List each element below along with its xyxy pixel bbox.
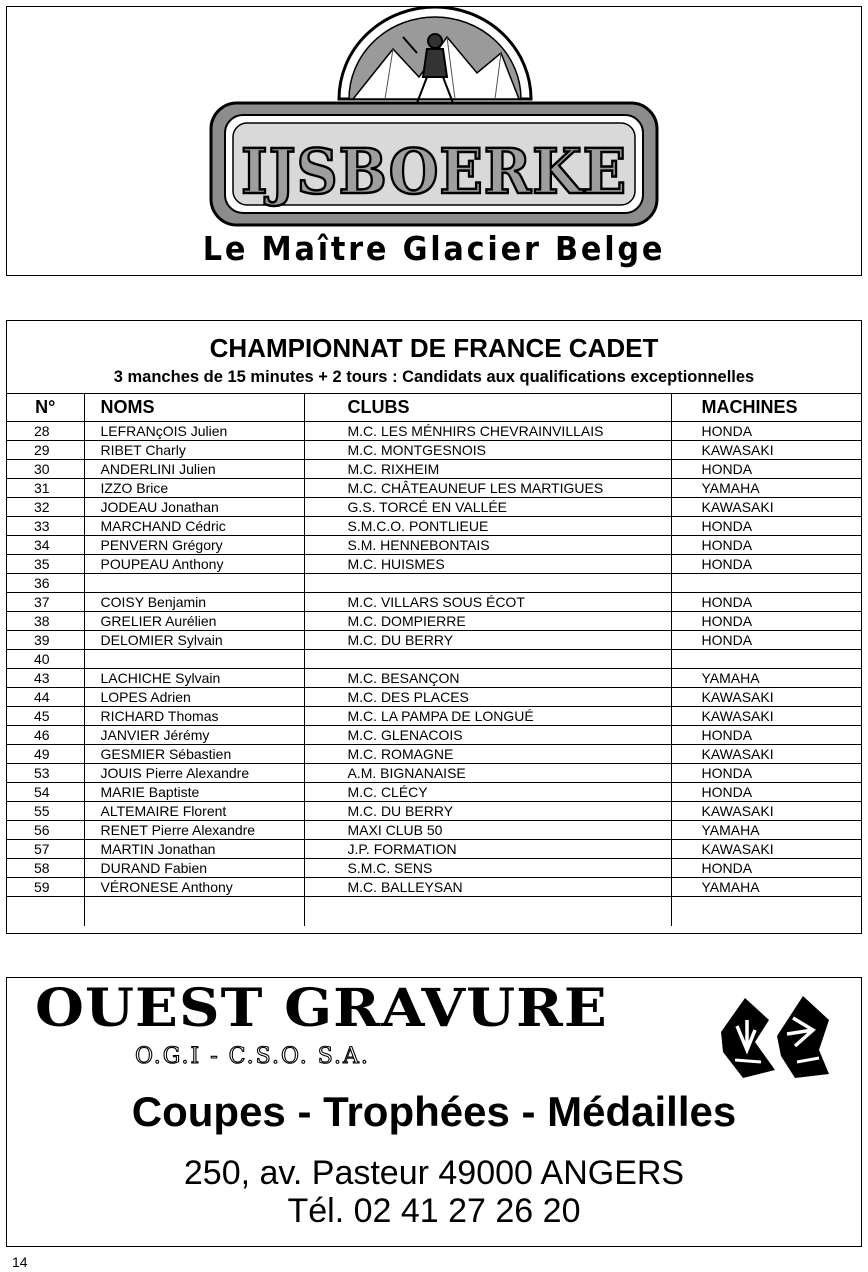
cell-machine: HONDA (671, 593, 862, 612)
table-row (7, 878, 862, 897)
cell-num: 58 (7, 859, 84, 878)
cell-club: A.M. BIGNANAISE (304, 764, 671, 783)
cell-num: 59 (7, 878, 84, 897)
table-row (7, 574, 862, 593)
cell-empty (304, 897, 671, 927)
cell-empty (84, 897, 304, 927)
ijsboerke-slogan: Le Maître Glacier Belge (202, 229, 666, 268)
ouest-gravure-ad (6, 977, 862, 1247)
cell-machine: YAMAHA (671, 479, 862, 498)
cell-club: M.C. CLÉCY (304, 783, 671, 802)
cell-num: 46 (7, 726, 84, 745)
cell-machine: KAWASAKI (671, 802, 862, 821)
cell-num: 55 (7, 802, 84, 821)
cell-name: POUPEAU Anthony (84, 555, 304, 574)
cell-num: 43 (7, 669, 84, 688)
cell-num: 53 (7, 764, 84, 783)
cell-club (304, 574, 671, 593)
table-row (7, 422, 862, 441)
championship-subtitle: 3 manches de 15 minutes + 2 tours : Candidats aux qualifications exceptionnelles (113, 368, 755, 386)
cell-club: S.M.C.O. PONTLIEUE (304, 517, 671, 536)
ouest-gravure-slogan: Coupes - Trophées - Médailles (131, 1088, 737, 1135)
table-row-empty (7, 897, 862, 927)
cell-name: RICHARD Thomas (84, 707, 304, 726)
table-row (7, 650, 862, 669)
ouest-gravure-contact (7, 1154, 861, 1230)
cell-club: M.C. LA PAMPA DE LONGUÉ (304, 707, 671, 726)
cell-club: M.C. CHÂTEAUNEUF LES MARTIGUES (304, 479, 671, 498)
table-row (7, 441, 862, 460)
table-row (7, 802, 862, 821)
table-row (7, 536, 862, 555)
cell-club: J.P. FORMATION (304, 840, 671, 859)
cell-club: M.C. DOMPIERRE (304, 612, 671, 631)
cell-name: DURAND Fabien (84, 859, 304, 878)
cell-num: 40 (7, 650, 84, 669)
ijsboerke-logo (7, 7, 860, 227)
ouest-gravure-subtitle: O.G.I - C.S.O. S.A. (135, 1044, 370, 1069)
header-name: NOMS (84, 394, 304, 422)
cell-name: RIBET Charly (84, 441, 304, 460)
cell-club: M.C. LES MÉNHIRS CHEVRAINVILLAIS (304, 422, 671, 441)
cell-num: 56 (7, 821, 84, 840)
table-header-row (7, 394, 862, 422)
cell-num: 34 (7, 536, 84, 555)
cell-machine: HONDA (671, 783, 862, 802)
cell-num: 49 (7, 745, 84, 764)
header-num: N° (7, 394, 84, 422)
cell-num: 54 (7, 783, 84, 802)
cell-name (84, 574, 304, 593)
cell-name: MARIE Baptiste (84, 783, 304, 802)
cell-name: JANVIER Jérémy (84, 726, 304, 745)
ijsboerke-ad (6, 6, 862, 276)
cell-machine: HONDA (671, 612, 862, 631)
header-club: CLUBS (304, 394, 671, 422)
cell-club: S.M.C. SENS (304, 859, 671, 878)
table-row (7, 460, 862, 479)
cell-num: 30 (7, 460, 84, 479)
ijsboerke-brand-text: IJSBOERKE (241, 135, 627, 208)
cell-num: 36 (7, 574, 84, 593)
cell-machine: YAMAHA (671, 821, 862, 840)
cell-club: M.C. GLENACOIS (304, 726, 671, 745)
cell-name: LOPES Adrien (84, 688, 304, 707)
cell-name (84, 650, 304, 669)
cell-club: G.S. TORCÉ EN VALLÉE (304, 498, 671, 517)
cell-name: DELOMIER Sylvain (84, 631, 304, 650)
cell-club: M.C. BALLEYSAN (304, 878, 671, 897)
cell-num: 45 (7, 707, 84, 726)
cell-club: S.M. HENNEBONTAIS (304, 536, 671, 555)
cell-empty (671, 897, 862, 927)
header-machine: MACHINES (671, 394, 862, 422)
cell-machine: HONDA (671, 517, 862, 536)
table-row (7, 669, 862, 688)
table-row (7, 783, 862, 802)
cell-machine: HONDA (671, 726, 862, 745)
cell-num: 57 (7, 840, 84, 859)
cell-num: 28 (7, 422, 84, 441)
table-row (7, 688, 862, 707)
table-row (7, 498, 862, 517)
table-row (7, 517, 862, 536)
cell-club (304, 650, 671, 669)
cell-num: 44 (7, 688, 84, 707)
cell-machine: HONDA (671, 460, 862, 479)
table-row (7, 859, 862, 878)
cell-name: GESMIER Sébastien (84, 745, 304, 764)
cell-club: M.C. DU BERRY (304, 631, 671, 650)
cell-machine: KAWASAKI (671, 498, 862, 517)
table-body (7, 422, 862, 927)
cell-club: M.C. BESANÇON (304, 669, 671, 688)
ouest-gravure-phone: Tél. 02 41 27 26 20 (287, 1192, 581, 1230)
cell-club: M.C. HUISMES (304, 555, 671, 574)
cell-machine: YAMAHA (671, 669, 862, 688)
table-row (7, 479, 862, 498)
cell-machine: YAMAHA (671, 878, 862, 897)
cell-club: M.C. RIXHEIM (304, 460, 671, 479)
cell-club: MAXI CLUB 50 (304, 821, 671, 840)
championship-title: CHAMPIONNAT DE FRANCE CADET (209, 333, 659, 363)
cell-machine: KAWASAKI (671, 688, 862, 707)
cell-name: LACHICHE Sylvain (84, 669, 304, 688)
cell-name: RENET Pierre Alexandre (84, 821, 304, 840)
cell-club: M.C. MONTGESNOIS (304, 441, 671, 460)
cell-name: MARTIN Jonathan (84, 840, 304, 859)
cell-name: PENVERN Grégory (84, 536, 304, 555)
cell-num: 29 (7, 441, 84, 460)
table-row (7, 707, 862, 726)
cell-machine: HONDA (671, 764, 862, 783)
table-row (7, 612, 862, 631)
cell-num: 32 (7, 498, 84, 517)
cell-club: M.C. DU BERRY (304, 802, 671, 821)
cell-machine: HONDA (671, 555, 862, 574)
table-row (7, 555, 862, 574)
ouest-gravure-logo-icon (715, 990, 835, 1082)
cell-empty (7, 897, 84, 927)
cell-machine: KAWASAKI (671, 840, 862, 859)
table-row (7, 840, 862, 859)
cell-num: 38 (7, 612, 84, 631)
table-row (7, 745, 862, 764)
cell-club: M.C. DES PLACES (304, 688, 671, 707)
table-row (7, 631, 862, 650)
ouest-gravure-title: OUEST GRAVURE (35, 978, 608, 1039)
cell-name: IZZO Brice (84, 479, 304, 498)
cell-num: 35 (7, 555, 84, 574)
table-row (7, 764, 862, 783)
table-row (7, 593, 862, 612)
results-table (7, 393, 862, 926)
cell-name: JODEAU Jonathan (84, 498, 304, 517)
cell-name: JOUIS Pierre Alexandre (84, 764, 304, 783)
cell-name: MARCHAND Cédric (84, 517, 304, 536)
cell-machine (671, 574, 862, 593)
page-number: 14 (12, 1254, 28, 1270)
cell-machine: HONDA (671, 422, 862, 441)
cell-num: 31 (7, 479, 84, 498)
cell-machine: KAWASAKI (671, 707, 862, 726)
cell-machine: KAWASAKI (671, 441, 862, 460)
cell-name: ANDERLINI Julien (84, 460, 304, 479)
cell-name: GRELIER Aurélien (84, 612, 304, 631)
table-row (7, 821, 862, 840)
cell-club: M.C. VILLARS SOUS ÉCOT (304, 593, 671, 612)
cell-name: VÉRONESE Anthony (84, 878, 304, 897)
cell-num: 33 (7, 517, 84, 536)
results-table-panel (6, 320, 862, 934)
cell-name: ALTEMAIRE Florent (84, 802, 304, 821)
cell-machine: HONDA (671, 631, 862, 650)
cell-machine (671, 650, 862, 669)
table-row (7, 726, 862, 745)
cell-name: LEFRANçOIS Julien (84, 422, 304, 441)
cell-machine: HONDA (671, 536, 862, 555)
cell-machine: HONDA (671, 859, 862, 878)
cell-num: 37 (7, 593, 84, 612)
cell-club: M.C. ROMAGNE (304, 745, 671, 764)
cell-machine: KAWASAKI (671, 745, 862, 764)
ouest-gravure-address: 250, av. Pasteur 49000 ANGERS (183, 1154, 685, 1192)
cell-name: COISY Benjamin (84, 593, 304, 612)
cell-num: 39 (7, 631, 84, 650)
